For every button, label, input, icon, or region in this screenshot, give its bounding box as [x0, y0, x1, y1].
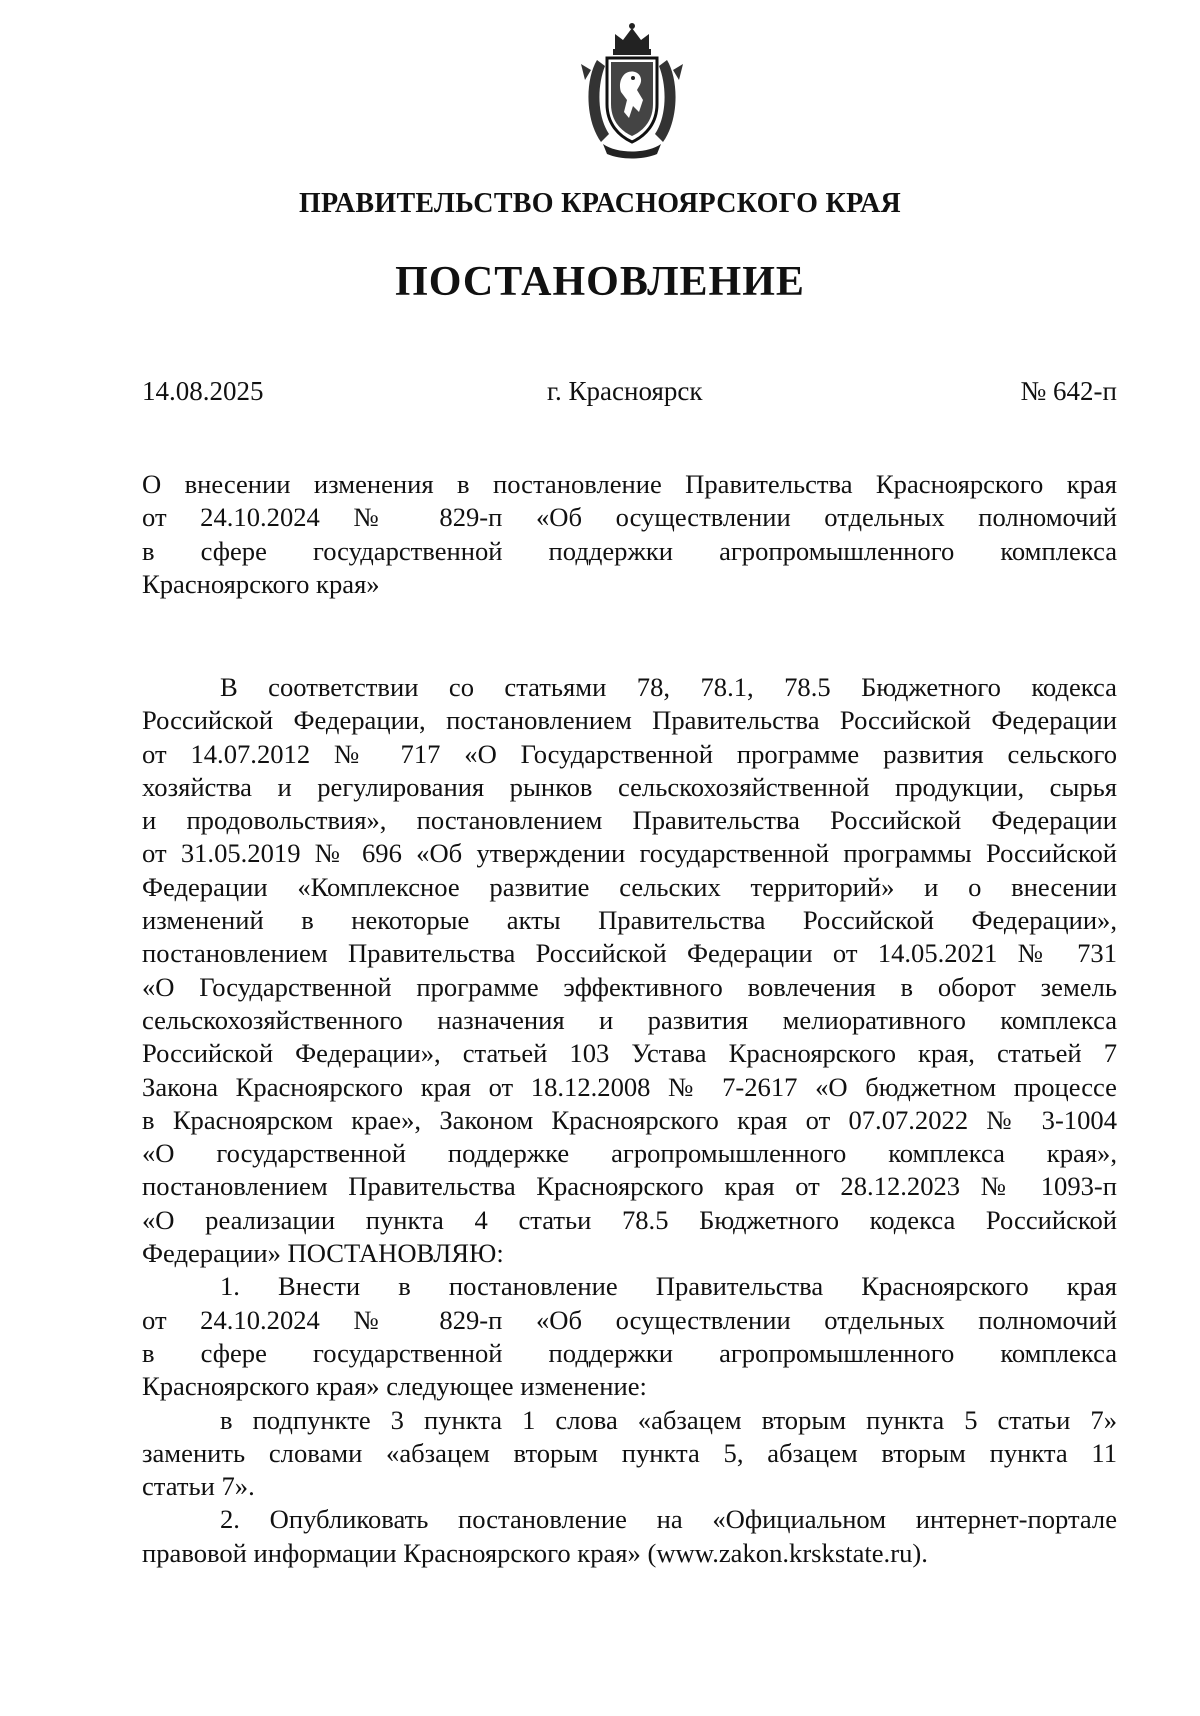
document-date: 14.08.2025 — [142, 376, 264, 406]
document-type: ПОСТАНОВЛЕНИЕ — [395, 259, 805, 305]
document-city: г. Красноярск — [547, 376, 703, 406]
body-line: 2. Опубликовать постановление на «Официальном интернет-портале — [220, 1504, 1117, 1535]
body-line: хозяйства и регулирования рынков сельскохозяйственной продукции, сырья — [142, 771, 1117, 802]
body-line: 1. Внести в постановление Правительства Красноярского края — [220, 1271, 1117, 1302]
body-line: «О государственной поддержке агропромышленного комплекса края», — [142, 1138, 1117, 1169]
body-line: в подпункте 3 пункта 1 слова «абзацем вторым пункта 5 статьи 7» — [220, 1404, 1117, 1435]
document-meta — [142, 376, 1117, 410]
coat-of-arms-icon — [577, 20, 687, 162]
title-line: от 24.10.2024 № 829-п «Об осуществлении отдельных полномочий — [142, 502, 1117, 533]
title-line: О внесении изменения в постановление Правительства Красноярского края — [142, 469, 1117, 499]
document-title — [142, 468, 1117, 601]
body-line: от 14.07.2012 № 717 «О Государственной программе развития сельского — [142, 738, 1117, 769]
body-line: Федерации «Комплексное развитие сельских территорий» и о внесении — [142, 871, 1117, 902]
title-line: в сфере государственной поддержки агропромышленного комплекса — [142, 535, 1117, 566]
body-line: В соответствии со статьями 78, 78.1, 78.5 Бюджетного кодекса — [220, 672, 1117, 702]
body-line: в Красноярском крае», Законом Красноярского края от 07.07.2022 № 3-1004 — [142, 1104, 1117, 1135]
body-line: сельскохозяйственного назначения и развития мелиоративного комплекса — [142, 1004, 1117, 1035]
body-line: Российской Федерации», статьей 103 Устава Красноярского края, статьей 7 — [142, 1038, 1117, 1069]
body-line: в сфере государственной поддержки агропромышленного комплекса — [142, 1337, 1117, 1368]
body-line: «О Государственной программе эффективного вовлечения в оборот земель — [142, 971, 1117, 1002]
body-line: Федерации» ПОСТАНОВЛЯЮ: — [142, 1238, 504, 1269]
body-line: и продовольствия», постановлением Правительства Российской Федерации — [142, 805, 1117, 836]
document-number: № 642-п — [1020, 376, 1117, 406]
body-line: постановлением Правительства Красноярского края от 28.12.2023 № 1093-п — [142, 1171, 1117, 1202]
document-body — [142, 671, 1117, 1570]
body-line: Красноярского края» следующее изменение: — [142, 1371, 647, 1402]
title-line: Красноярского края» — [142, 568, 380, 599]
body-line: изменений в некоторые акты Правительства Российской Федерации», — [142, 905, 1117, 936]
body-line: Закона Красноярского края от 18.12.2008 № 7-2617 «О бюджетном процессе — [142, 1071, 1117, 1102]
body-line: правовой информации Красноярского края» (www.zakon.krskstate.ru). — [142, 1537, 928, 1568]
body-line: от 24.10.2024 № 829-п «Об осуществлении отдельных полномочий — [142, 1304, 1117, 1335]
body-line: заменить словами «абзацем вторым пункта 5, абзацем вторым пункта 11 — [142, 1437, 1117, 1468]
body-line: статьи 7». — [142, 1471, 255, 1502]
government-name: ПРАВИТЕЛЬСТВО КРАСНОЯРСКОГО КРАЯ — [298, 188, 902, 219]
body-line: «О реализации пункта 4 статьи 78.5 Бюджетного кодекса Российской — [142, 1204, 1117, 1235]
body-line: от 31.05.2019 № 696 «Об утверждении государственной программы Российской — [142, 838, 1117, 869]
body-line: постановлением Правительства Российской Федерации от 14.05.2021 № 731 — [142, 938, 1117, 969]
body-line: Российской Федерации, постановлением Правительства Российской Федерации — [142, 705, 1117, 736]
